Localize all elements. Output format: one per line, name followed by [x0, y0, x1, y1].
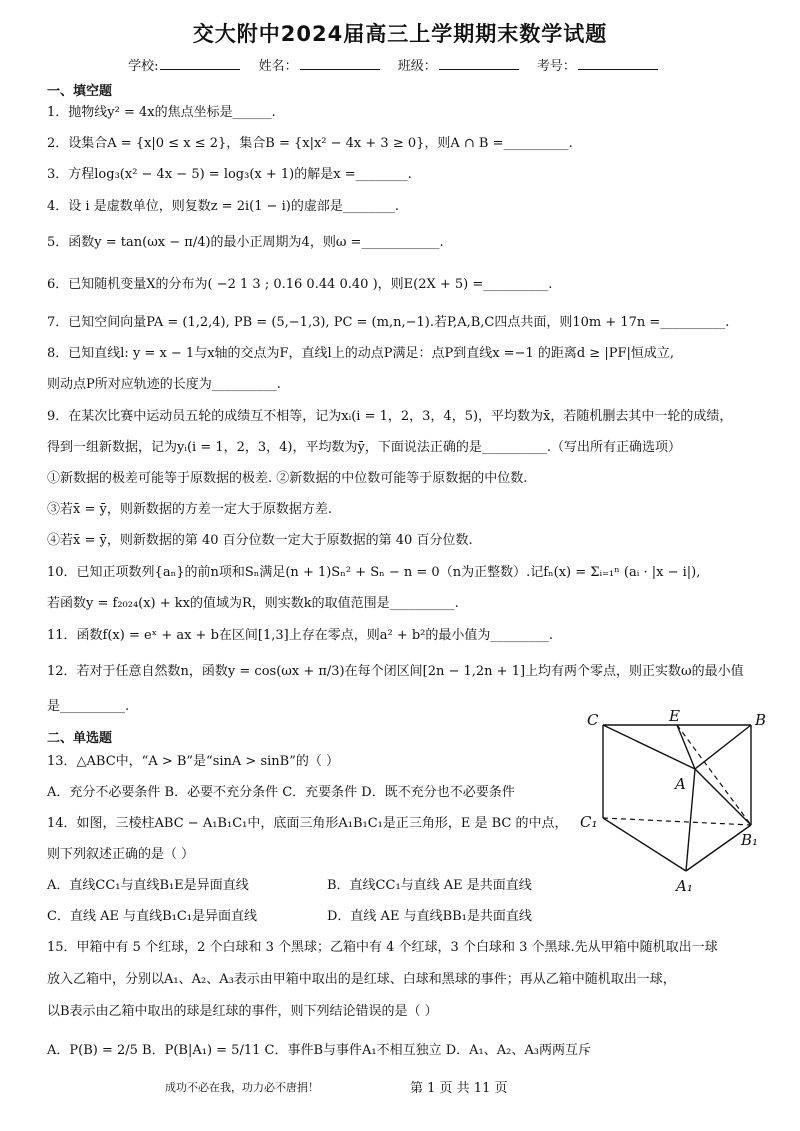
question-13: 13．△ABC中，“A > B”是“sinA > sinB”的（ ） — [47, 754, 339, 769]
label-A: A — [675, 775, 686, 793]
question-14-option-c[interactable]: C．直线 AE 与直线B₁C₁是异面直线 — [47, 909, 258, 924]
exam-title: 交大附中2024届高三上学期期末数学试题 — [192, 22, 608, 46]
label-C1: C₁ — [580, 813, 598, 831]
edge-BA — [695, 725, 751, 769]
school-label: 学校: — [128, 59, 159, 74]
segment-AB1 — [695, 769, 751, 825]
class-blank[interactable] — [439, 57, 519, 70]
question-6: 6．已知随机变量X的分布为( −2 1 3 ; 0.16 0.44 0.40 )，则E(2X + 5) =__________. — [47, 277, 553, 292]
label-E: E — [669, 707, 680, 725]
question-15-line-1: 15．甲箱中有 5 个红球，2 个白球和 3 个黑球；乙箱中有 4 个红球，3 个白球和 3 个黑球.先从甲箱中随机取出一球 — [47, 940, 718, 955]
question-9-line-1: 9．在某次比赛中运动员五轮的成绩互不相等，记为xᵢ(i = 1，2，3，4，5)，平均数为x̄，若随机删去其中一轮的成绩， — [47, 409, 733, 424]
section-fill-in: 一、填空题 — [47, 84, 113, 99]
question-15-options: A．P(B) = 2/5 B．P(B|A₁) = 5/11 C．事件B与事件A₁不相互独立 D．A₁、A₂、A₃两两互斥 — [47, 1043, 591, 1058]
question-14-option-b[interactable]: B．直线CC₁与直线 AE 是共面直线 — [327, 878, 532, 893]
question-9-statement-1-2: ①新数据的极差可能等于原数据的极差. ②新数据的中位数可能等于原数据的中位数. — [47, 471, 528, 486]
label-A1: A₁ — [676, 877, 693, 895]
question-2: 2．设集合A = {x|0 ≤ x ≤ 2}，集合B = {x|x² − 4x + 3 ≥ 0}，则A ∩ B =__________. — [47, 136, 573, 151]
label-B: B — [755, 711, 767, 729]
edge-C1A1 — [603, 818, 686, 871]
label-B1: B₁ — [741, 831, 759, 849]
exam-no-blank[interactable] — [578, 57, 658, 70]
question-5: 5．函数y = tan(ωx − π/4)的最小正周期为4，则ω =____________. — [47, 235, 444, 250]
school-blank[interactable] — [160, 57, 240, 70]
footer-motto: 成功不必在我，功力必不唐捐！ — [165, 1081, 319, 1094]
question-9-line-2: 得到一组新数据，记为yᵢ(i = 1，2，3，4)，平均数为ȳ，下面说法正确的是__________.（写出所有正确选项） — [47, 440, 681, 455]
question-12-line-2: 是__________. — [47, 699, 130, 714]
name-label: 姓名： — [258, 59, 298, 74]
question-13-options: A．充分不必要条件 B．必要不充分条件 C．充要条件 D．既不充分也不必要条件 — [47, 785, 515, 800]
student-info-line — [0, 55, 800, 74]
question-14-line-1: 14．如图，三棱柱ABC − A₁B₁C₁中，底面三角形A₁B₁C₁是正三角形，E 是 BC 的中点， — [47, 816, 568, 831]
prism-figure — [575, 705, 785, 895]
question-10-line-1: 10．已知正项数列{aₙ}的前n项和Sₙ满足(n + 1)Sₙ² + Sₙ − n = 0（n为正整数）.记fₙ(x) = Σᵢ₌₁ⁿ (aᵢ · |x − i|), — [47, 565, 701, 580]
question-14-option-a[interactable]: A．直线CC₁与直线B₁E是异面直线 — [47, 878, 249, 893]
question-7: 7．已知空间向量PA = (1,2,4), PB = (5,−1,3), PC = (m,n,−1).若P,A,B,C四点共面，则10m + 17n =__________. — [47, 315, 730, 330]
question-14-line-2: 则下列叙述正确的是（ ） — [47, 847, 195, 862]
label-C: C — [587, 711, 599, 729]
question-15-line-2: 放入乙箱中，分别以A₁、A₂、A₃表示由甲箱中取出的是红球、白球和黑球的事件；再从乙箱中随机取出一球， — [47, 972, 676, 987]
question-9-statement-4: ④若x̄ = ȳ，则新数据的第 40 百分位数一定大于原数据的第 40 百分位数. — [47, 533, 473, 548]
edge-C1B1-hidden — [603, 818, 751, 825]
question-14-option-d[interactable]: D．直线 AE 与直线BB₁是共面直线 — [327, 909, 532, 924]
question-4: 4．设 i 是虚数单位，则复数z = 2i(1 − i)的虚部是________. — [47, 199, 399, 214]
edge-AA1 — [686, 769, 695, 871]
question-11: 11．函数f(x) = eˣ + ax + b在区间[1,3]上存在零点，则a² + b²的最小值为_________. — [47, 628, 554, 643]
question-9-statement-3: ③若x̄ = ȳ，则新数据的方差一定大于原数据方差. — [47, 502, 332, 517]
question-1: 1．抛物线y² = 4x的焦点坐标是______. — [47, 105, 276, 120]
exam-no-label: 考号： — [536, 59, 576, 74]
segment-EB1-hidden — [677, 725, 751, 825]
question-3: 3．方程log₃(x² − 4x − 5) = log₃(x + 1)的解是x =________. — [47, 167, 412, 182]
question-8-line-2: 则动点P所对应轨迹的长度为__________. — [47, 377, 281, 392]
edge-CA — [603, 725, 695, 769]
question-15-line-3: 以B表示由乙箱中取出的球是红球的事件，则下列结论错误的是（ ） — [47, 1004, 438, 1019]
question-10-line-2: 若函数y = f₂₀₂₄(x) + kx的值域为R，则实数k的取值范围是__________. — [47, 596, 459, 611]
class-label: 班级： — [397, 59, 437, 74]
name-blank[interactable] — [300, 57, 380, 70]
footer-page-number: 第 1 页 共 11 页 — [410, 1081, 508, 1096]
question-8-line-1: 8．已知直线l: y = x − 1与x轴的交点为F，直线l上的动点P满足：点P到直线x =−1 的距离d ≥ |PF|恒成立, — [47, 346, 674, 361]
section-single-choice: 二、单选题 — [47, 731, 113, 746]
question-12-line-1: 12．若对于任意自然数n，函数y = cos(ωx + π/3)在每个闭区间[2n − 1,2n + 1]上均有两个零点，则正实数ω的最小值 — [47, 664, 744, 679]
